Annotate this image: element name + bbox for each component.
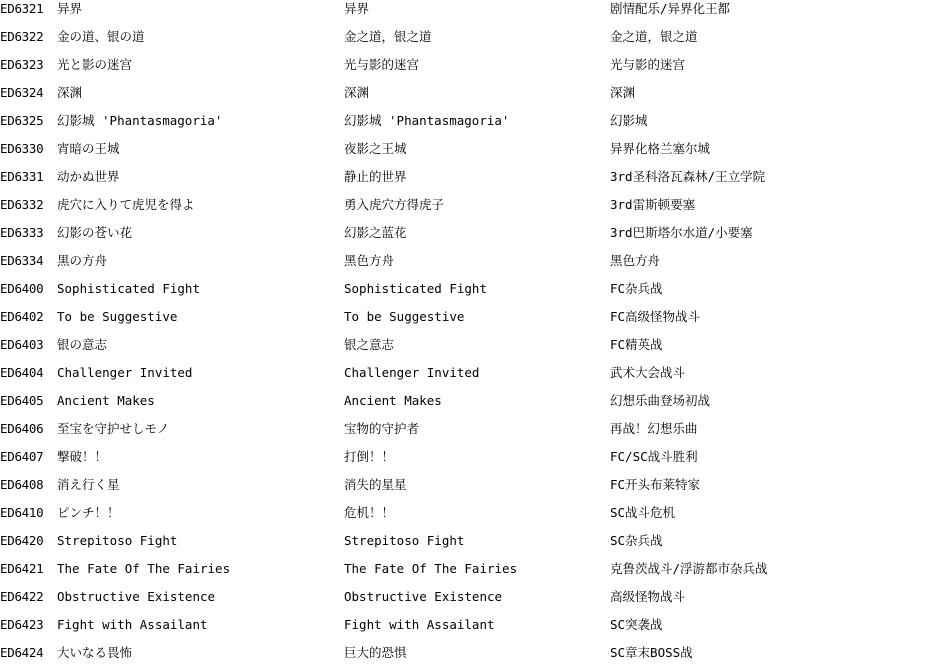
usage-note-cell: FC开头布莱特家 [610,477,701,492]
table-row [0,448,929,476]
track-id-cell: ED6402 [0,309,44,324]
japanese-title-cell: 撃破！！ [57,449,108,464]
chinese-title-cell: Obstructive Existence [344,589,503,604]
japanese-title-cell: 大いなる畏怖 [57,645,133,660]
table-row [0,532,929,560]
usage-note-cell: 光与影的迷宫 [610,57,686,72]
usage-note-cell: FC/SC战斗胜利 [610,449,698,464]
usage-note-cell: 高级怪物战斗 [610,589,686,604]
usage-note-cell: 克鲁茨战斗/浮游都市杂兵战 [610,561,768,576]
table-row [0,112,929,140]
chinese-title-cell: Strepitoso Fight [344,533,465,548]
track-id-cell: ED6330 [0,141,44,156]
usage-note-cell: FC杂兵战 [610,281,663,296]
chinese-title-cell: Challenger Invited [344,365,480,380]
track-id-cell: ED6333 [0,225,44,240]
table-row [0,504,929,532]
track-id-cell: ED6420 [0,533,44,548]
usage-note-cell: 异界化格兰塞尔城 [610,141,711,156]
chinese-title-cell: 异界 [344,1,370,16]
table-row [0,252,929,280]
table-row [0,392,929,420]
japanese-title-cell: The Fate Of The Fairies [57,561,231,576]
chinese-title-cell: 静止的世界 [344,169,407,184]
chinese-title-cell: 巨大的恐惧 [344,645,407,660]
table-row [0,280,929,308]
chinese-title-cell: 宝物的守护者 [344,421,420,436]
track-id-cell: ED6324 [0,85,44,100]
chinese-title-cell: 勇入虎穴方得虎子 [344,197,445,212]
table-row [0,28,929,56]
usage-note-cell: 幻影城 [610,113,648,128]
chinese-title-cell: Fight with Assailant [344,617,495,632]
table-row [0,56,929,84]
japanese-title-cell: Sophisticated Fight [57,281,200,296]
japanese-title-cell: 黒の方舟 [57,253,108,268]
usage-note-cell: SC战斗危机 [610,505,676,520]
chinese-title-cell: 消失的星星 [344,477,407,492]
japanese-title-cell: Strepitoso Fight [57,533,178,548]
table-row [0,140,929,168]
table-row [0,420,929,448]
chinese-title-cell: To be Suggestive [344,309,465,324]
japanese-title-cell: 动かぬ世界 [57,169,120,184]
usage-note-cell: 3rd巴斯塔尔水道/小要塞 [610,225,753,240]
chinese-title-cell: 光与影的迷宫 [344,57,420,72]
japanese-title-cell: 宵暗の王城 [57,141,120,156]
track-id-cell: ED6423 [0,617,44,632]
japanese-title-cell: 幻影の苍い花 [57,225,133,240]
track-id-cell: ED6400 [0,281,44,296]
table-row [0,588,929,616]
chinese-title-cell: 银之意志 [344,337,395,352]
table-row [0,476,929,504]
japanese-title-cell: 金の道、银の道 [57,29,145,44]
table-row [0,336,929,364]
table-row [0,168,929,196]
table-row [0,308,929,336]
usage-note-cell: 金之道，银之道 [610,29,698,44]
usage-note-cell: 武术大会战斗 [610,365,686,380]
usage-note-cell: 幻想乐曲登场初战 [610,393,711,408]
track-id-cell: ED6408 [0,477,44,492]
usage-note-cell: FC高级怪物战斗 [610,309,701,324]
japanese-title-cell: 虎穴に入りて虎児を得よ [57,197,195,212]
chinese-title-cell: 幻影之蓝花 [344,225,407,240]
chinese-title-cell: Ancient Makes [344,393,442,408]
japanese-title-cell: 深渊 [57,85,83,100]
usage-note-cell: 深渊 [610,85,636,100]
track-id-cell: ED6322 [0,29,44,44]
usage-note-cell: SC章末BOSS战 [610,645,693,660]
track-id-cell: ED6405 [0,393,44,408]
chinese-title-cell: 打倒！！ [344,449,395,464]
track-id-cell: ED6407 [0,449,44,464]
usage-note-cell: SC突袭战 [610,617,663,632]
usage-note-cell: 黑色方舟 [610,253,661,268]
track-id-cell: ED6321 [0,1,44,16]
japanese-title-cell: Fight with Assailant [57,617,208,632]
chinese-title-cell: 金之道，银之道 [344,29,432,44]
table-row [0,0,929,28]
chinese-title-cell: 黑色方舟 [344,253,395,268]
usage-note-cell: SC杂兵战 [610,533,663,548]
japanese-title-cell: To be Suggestive [57,309,178,324]
track-id-cell: ED6334 [0,253,44,268]
japanese-title-cell: 至宝を守护せしモノ [57,421,170,436]
track-id-cell: ED6406 [0,421,44,436]
chinese-title-cell: 危机！！ [344,505,395,520]
usage-note-cell: FC精英战 [610,337,663,352]
track-id-cell: ED6323 [0,57,44,72]
japanese-title-cell: 消え行く星 [57,477,120,492]
chinese-title-cell: The Fate Of The Fairies [344,561,518,576]
track-id-cell: ED6410 [0,505,44,520]
chinese-title-cell: 幻影城 'Phantasmagoria' [344,113,510,128]
track-id-cell: ED6331 [0,169,44,184]
track-id-cell: ED6332 [0,197,44,212]
usage-note-cell: 3rd圣科洛瓦森林/王立学院 [610,169,766,184]
usage-note-cell: 3rd雷斯顿要塞 [610,197,696,212]
japanese-title-cell: 银の意志 [57,337,108,352]
track-id-cell: ED6404 [0,365,44,380]
usage-note-cell: 再战！幻想乐曲 [610,421,698,436]
track-id-cell: ED6325 [0,113,44,128]
track-id-cell: ED6424 [0,645,44,660]
track-id-cell: ED6403 [0,337,44,352]
usage-note-cell: 剧情配乐/异界化王都 [610,1,731,16]
table-row [0,560,929,588]
table-row [0,364,929,392]
japanese-title-cell: 幻影城 'Phantasmagoria' [57,113,223,128]
japanese-title-cell: 光と影の迷宫 [57,57,133,72]
table-row [0,84,929,112]
japanese-title-cell: Ancient Makes [57,393,155,408]
table-row [0,616,929,644]
table-row [0,224,929,252]
japanese-title-cell: Obstructive Existence [57,589,216,604]
table-row [0,196,929,224]
japanese-title-cell: 异界 [57,1,83,16]
japanese-title-cell: Challenger Invited [57,365,193,380]
japanese-title-cell: ピンチ！！ [57,505,120,520]
track-id-cell: ED6422 [0,589,44,604]
chinese-title-cell: Sophisticated Fight [344,281,487,296]
table-row [0,644,929,672]
chinese-title-cell: 夜影之王城 [344,141,407,156]
track-id-cell: ED6421 [0,561,44,576]
chinese-title-cell: 深渊 [344,85,370,100]
